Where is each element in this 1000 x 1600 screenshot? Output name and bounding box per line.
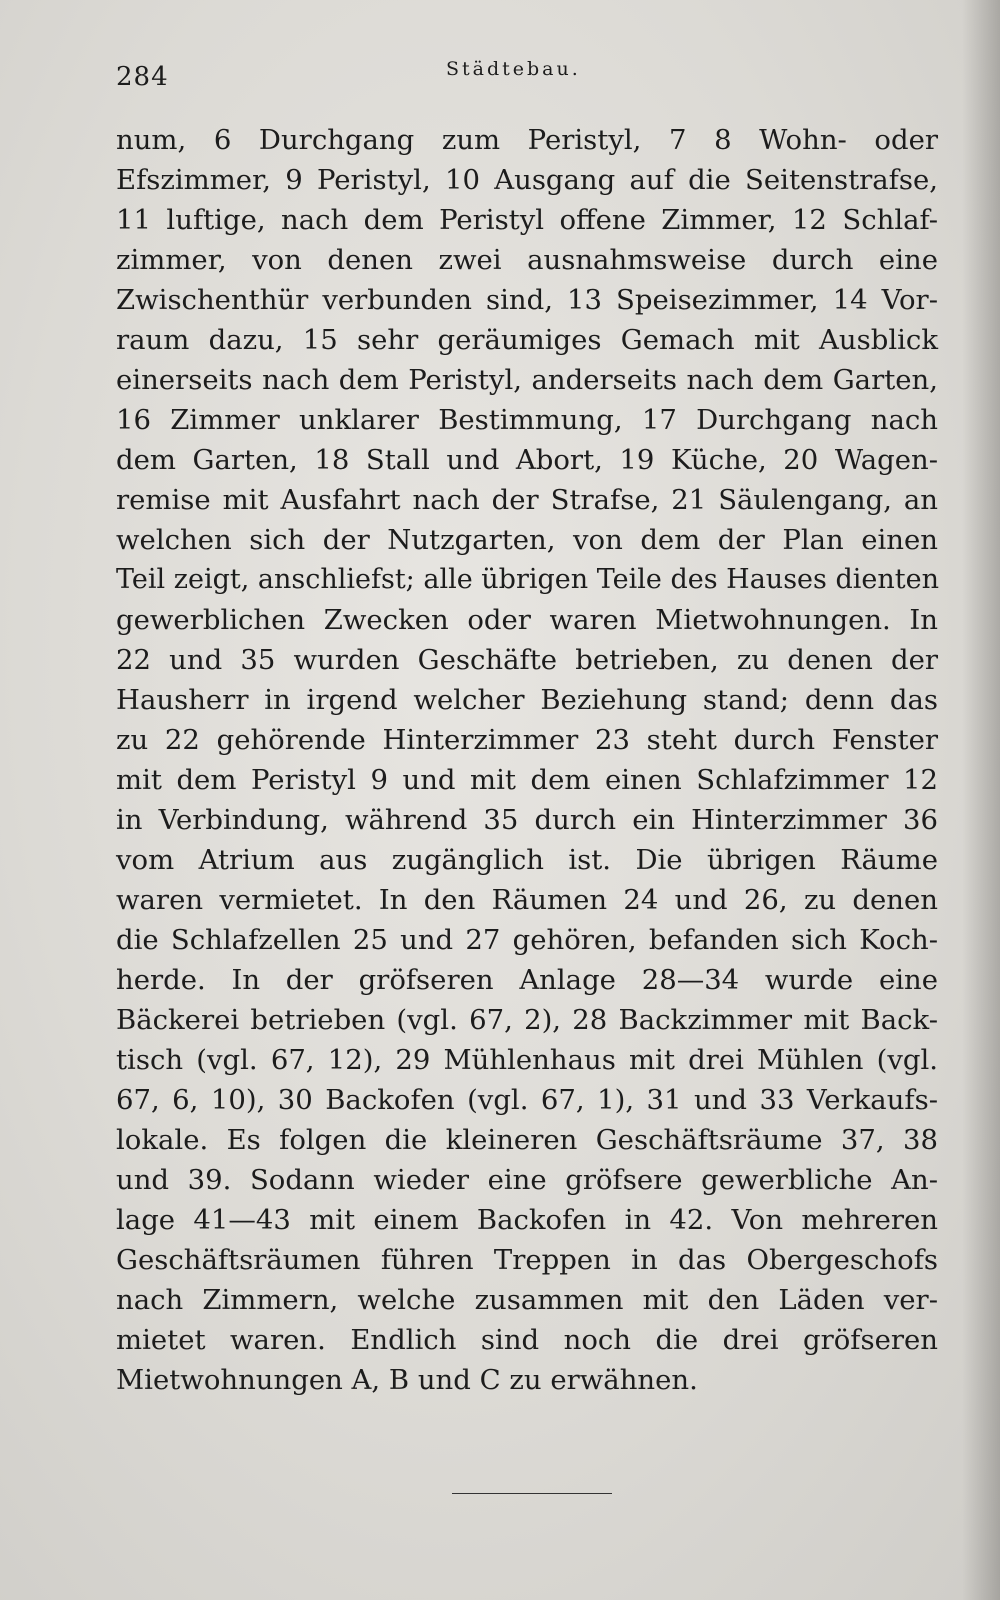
text-line: mietet waren. Endlich sind noch die drei gröfseren xyxy=(116,1324,938,1356)
text-line: Mietwohnungen A, B und C zu erwähnen. xyxy=(116,1364,698,1396)
body-text xyxy=(116,120,938,1400)
text-line: lage 41—43 mit einem Backofen in 42. Von mehreren xyxy=(116,1204,938,1236)
text-line: zu 22 gehörende Hinterzimmer 23 steht durch Fenster xyxy=(116,724,938,756)
text-line: raum dazu, 15 sehr geräumiges Gemach mit Ausblick xyxy=(116,324,938,356)
text-line: Zwischenthür verbunden sind, 13 Speisezimmer, 14 Vor- xyxy=(116,284,938,316)
text-line: herde. In der gröfseren Anlage 28—34 wurde eine xyxy=(116,964,938,996)
page-edge-shadow xyxy=(962,0,1000,1600)
text-line: remise mit Ausfahrt nach der Strafse, 21 Säulengang, an xyxy=(116,484,938,516)
text-line: nach Zimmern, welche zusammen mit den Läden ver- xyxy=(116,1284,938,1316)
text-line: Efszimmer, 9 Peristyl, 10 Ausgang auf die Seitenstrafse, xyxy=(116,164,938,196)
text-line: einerseits nach dem Peristyl, anderseits nach dem Garten, xyxy=(116,364,938,396)
text-line: welchen sich der Nutzgarten, von dem der Plan einen xyxy=(116,524,938,556)
text-line: gewerblichen Zwecken oder waren Mietwohnungen. In xyxy=(116,604,938,636)
text-line: in Verbindung, während 35 durch ein Hinterzimmer 36 xyxy=(116,804,938,836)
text-line: zimmer, von denen zwei ausnahmsweise durch eine xyxy=(116,244,938,276)
text-line: 22 und 35 wurden Geschäfte betrieben, zu denen der xyxy=(116,644,938,676)
text-line: dem Garten, 18 Stall und Abort, 19 Küche, 20 Wagen- xyxy=(116,444,938,476)
text-line: tisch (vgl. 67, 12), 29 Mühlenhaus mit drei Mühlen (vgl. xyxy=(116,1044,938,1076)
text-line: Bäckerei betrieben (vgl. 67, 2), 28 Backzimmer mit Back- xyxy=(116,1004,938,1036)
text-line: und 39. Sodann wieder eine gröfsere gewerbliche An- xyxy=(116,1164,938,1196)
text-line: mit dem Peristyl 9 und mit dem einen Schlafzimmer 12 xyxy=(116,764,938,796)
section-divider-rule xyxy=(452,1493,612,1494)
text-line: Hausherr in irgend welcher Beziehung stand; denn das xyxy=(116,684,938,716)
text-line: vom Atrium aus zugänglich ist. Die übrigen Räume xyxy=(116,844,938,876)
text-line: num, 6 Durchgang zum Peristyl, 7 8 Wohn- oder xyxy=(116,124,938,156)
text-line: Teil zeigt, anschliefst; alle übrigen Teile des Hauses dienten xyxy=(116,564,939,595)
text-line: Geschäftsräumen führen Treppen in das Obergeschofs xyxy=(116,1244,938,1276)
page-number: 284 xyxy=(116,62,169,92)
text-line: 11 luftige, nach dem Peristyl offene Zimmer, 12 Schlaf- xyxy=(116,204,938,236)
text-line: 16 Zimmer unklarer Bestimmung, 17 Durchgang nach xyxy=(116,404,938,436)
text-line: waren vermietet. In den Räumen 24 und 26, zu denen xyxy=(116,884,938,916)
text-line: 67, 6, 10), 30 Backofen (vgl. 67, 1), 31 und 33 Verkaufs- xyxy=(116,1084,938,1116)
text-line: lokale. Es folgen die kleineren Geschäftsräume 37, 38 xyxy=(116,1124,938,1156)
running-head: Städtebau. xyxy=(446,58,581,80)
text-line: die Schlafzellen 25 und 27 gehören, befanden sich Koch- xyxy=(116,924,938,956)
